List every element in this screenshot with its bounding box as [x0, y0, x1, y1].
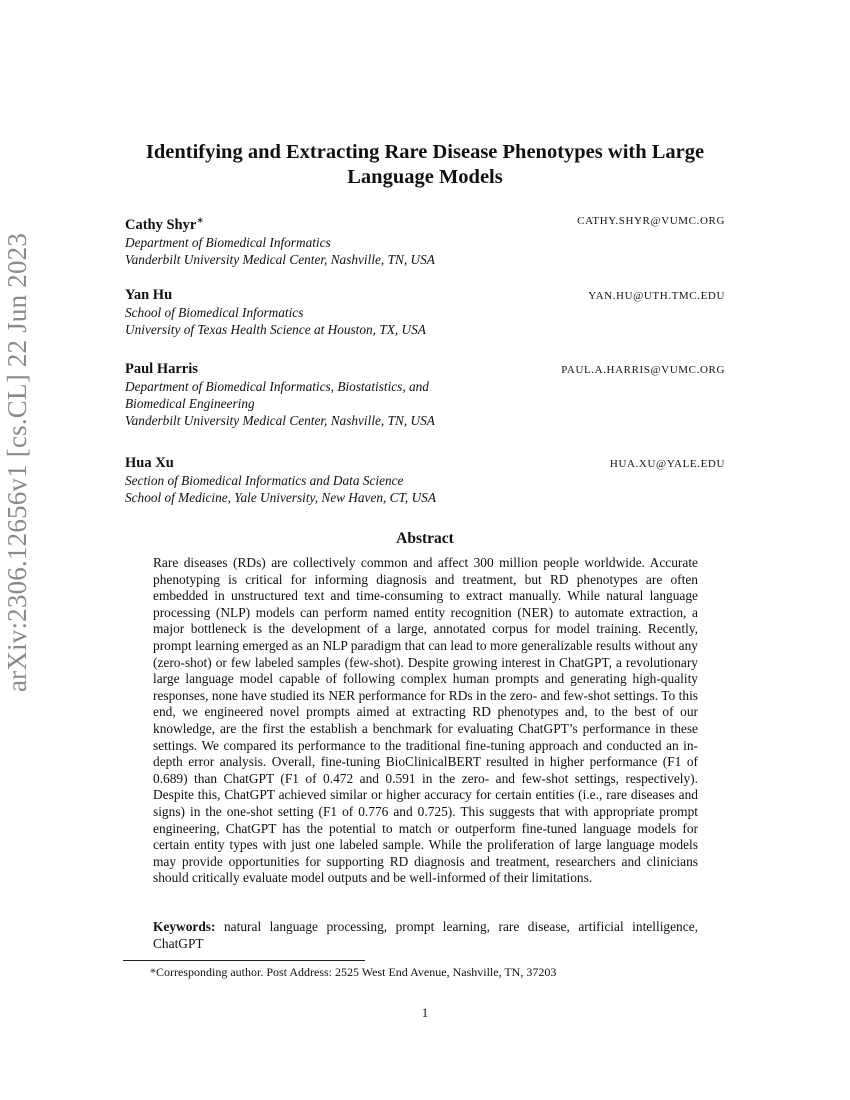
- author-email[interactable]: HUA.XU@YALE.EDU: [609, 458, 725, 470]
- keywords: [153, 919, 698, 952]
- author-email[interactable]: YAN.HU@UTH.TMC.EDU: [588, 290, 725, 302]
- keywords-text: natural language processing, prompt learning, rare disease, artificial intelligence, ChatGPT: [153, 919, 698, 951]
- author-affiliation: Biomedical Engineering: [125, 396, 255, 411]
- author-affiliation: School of Biomedical Informatics: [125, 305, 304, 320]
- keywords-label: Keywords:: [153, 919, 216, 934]
- author-affiliation: School of Medicine, Yale University, New Haven, CT, USA: [125, 490, 436, 505]
- author-affiliation: University of Texas Health Science at Houston, TX, USA: [125, 322, 426, 337]
- author-block: [125, 361, 725, 429]
- author-affiliation: Department of Biomedical Informatics, Biostatistics, and: [125, 379, 429, 394]
- arxiv-identifier: arXiv:2306.12656v1 [cs.CL] 22 Jun 2023: [2, 232, 32, 692]
- author-affiliation: Vanderbilt University Medical Center, Nashville, TN, USA: [125, 251, 435, 267]
- abstract-heading: Abstract: [396, 530, 454, 547]
- author-email[interactable]: CATHY.SHYR@VUMC.ORG: [577, 215, 725, 227]
- author-email[interactable]: PAUL.A.HARRIS@VUMC.ORG: [561, 364, 725, 376]
- footnote-divider: [123, 960, 365, 961]
- author-block: [125, 287, 725, 338]
- abstract-text: Rare diseases (RDs) are collectively common and affect 300 million people worldwide. Accurate phenotyping is critical for informing diagnosis and treatment, but RD phenotypes are often embedded in unstructured text and time-consuming to extract manually. While natural language processing (NLP) models can perform named entity recognition (NER) to automate extraction, a major bottleneck is the development of a large, annotated corpus for model training. Recently, prompt learning emerged as an NLP paradigm that can lead to more generalizable results without any (zero-shot) or few labeled samples (few-shot). Despite growing interest in ChatGPT, a revolutionary large language model capable of following complex human prompts and generating high-quality responses, none have studied its NER performance for RDs in the zero- and few-shot settings. To this end, we engineered novel prompts aimed at extracting RD phenotypes and, to the best of our knowledge, are the first the establish a benchmark for evaluating ChatGPT’s performance in these settings. We compared its performance to the traditional fine-tuning approach and conducted an in-depth error analysis. Overall, fine-tuning BioClinicalBERT resulted in higher performance (F1 of 0.689) than ChatGPT (F1 of 0.472 and 0.591 in the zero- and few-shot settings, respectively). Despite this, ChatGPT achieved similar or higher accuracy for certain entities (i.e., rare diseases and signs) in the one-shot setting (F1 of 0.776 and 0.725). This suggests that with appropriate prompt engineering, ChatGPT has the potential to match or outperform fine-tuned language models for certain entity types with just one labeled sample. While the proliferation of large language models may provide opportunities for supporting RD diagnosis and treatment, researchers and clinicians should critically evaluate model outputs and be well-informed of their limitations.: [153, 555, 698, 886]
- corresponding-author-mark: ∗: [196, 215, 204, 225]
- author-name: Paul Harris: [125, 361, 198, 377]
- author-block: [125, 212, 725, 268]
- author-affiliation: Section of Biomedical Informatics and Data Science: [125, 473, 404, 488]
- page-number: 1: [421, 1005, 429, 1020]
- author-block: [125, 455, 725, 506]
- author-name: Hua Xu: [125, 455, 174, 471]
- paper-title: Identifying and Extracting Rare Disease Phenotypes with Large Language Models: [145, 141, 705, 188]
- author-name: Yan Hu: [125, 287, 173, 303]
- author-affiliation: Department of Biomedical Informatics: [125, 234, 331, 250]
- author-affiliation: Vanderbilt University Medical Center, Nashville, TN, USA: [125, 413, 435, 428]
- author-name: Cathy Shyr∗: [125, 215, 204, 233]
- footnote: *Corresponding author. Post Address: 2525 West End Avenue, Nashville, TN, 37203: [150, 965, 557, 979]
